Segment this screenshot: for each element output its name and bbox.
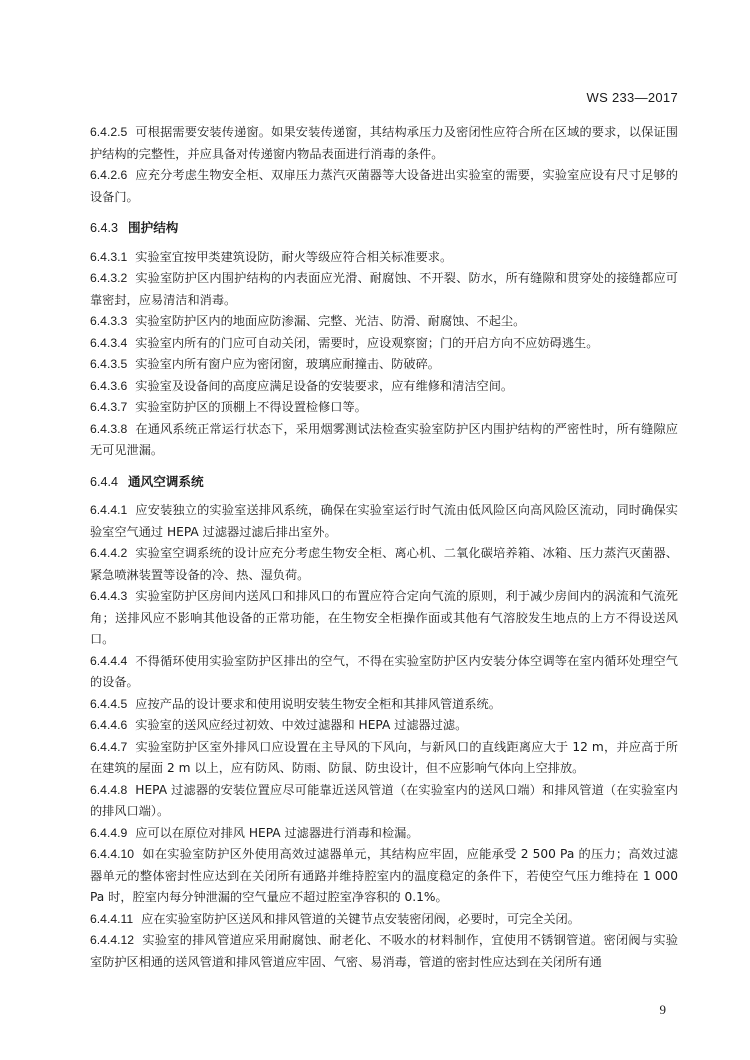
clause-number: 6.4.4.12 — [90, 933, 135, 947]
clause-number: 6.4.2.6 — [90, 168, 128, 182]
clause-number: 6.4.4.3 — [90, 589, 128, 603]
clause-text: 应按产品的设计要求和使用说明安装生物安全柜和其排风管道系统。 — [135, 696, 501, 711]
clause-text: 实验室及设备间的高度应满足设备的安装要求，应有维修和清洁空间。 — [135, 378, 514, 393]
clause-text: 实验室空调系统的设计应充分考虑生物安全柜、离心机、二氧化碳培养箱、冰箱、压力蒸汽灭菌器、紧急喷淋装置等设备的冷、热、湿负荷。 — [90, 546, 678, 582]
page-number: 9 — [659, 1002, 666, 1017]
clause-number: 6.4.3.2 — [90, 271, 128, 285]
clause-text: 实验室防护区房间内送风口和排风口的布置应符合定向气流的原则，利于减少房间内的涡流和气流死角；送排风应不影响其他设备的正常功能，在生物安全柜操作面或其他有气溶胶发生地点的上方不得设送风口。 — [90, 589, 678, 646]
clause-text: 实验室的送风应经过初效、中效过滤器和 HEPA 过滤器过滤。 — [135, 718, 468, 732]
clause-paragraph — [90, 333, 678, 355]
clause-paragraph — [90, 543, 678, 586]
clause-text: 应安装独立的实验室送排风系统，确保在实验室运行时气流由低风险区向高风险区流动，同时确保实验室空气通过 HEPA 过滤器过滤后排出室外。 — [90, 503, 678, 539]
clause-number: 6.4.4.1 — [90, 503, 128, 517]
clause-paragraph — [90, 165, 678, 208]
clause-number: 6.4.4.10 — [90, 847, 135, 861]
clause-paragraph — [90, 930, 678, 973]
clause-text: 实验室防护区内围护结构的内表面应光滑、耐腐蚀、不开裂、防水，所有缝隙和贯穿处的接缝都应可靠密封，应易清洁和消毒。 — [90, 271, 678, 307]
clause-number: 6.4.3.6 — [90, 378, 128, 393]
clause-text: 应可以在原位对排风 HEPA 过滤器进行消毒和检漏。 — [135, 825, 419, 840]
clause-number: 6.4.4.6 — [90, 718, 128, 732]
clause-number: 6.4.3.5 — [90, 357, 128, 371]
clause-paragraph — [90, 651, 678, 694]
clause-text: HEPA 过滤器的安装位置应尽可能靠近送风管道（在实验室内的送风口端）和排风管道（在实验室内的排风口端）。 — [90, 782, 678, 818]
clause-paragraph — [90, 397, 678, 419]
clause-text: 在通风系统正常运行状态下，采用烟雾测试法检查实验室防护区内围护结构的严密性时，所有缝隙应无可见泄漏。 — [90, 421, 678, 457]
heading-text: 通风空调系统 — [128, 473, 204, 489]
clause-paragraph — [90, 694, 678, 716]
clause-number: 6.4.4 — [90, 474, 119, 489]
clause-text: 实验室内所有窗户应为密闭窗，玻璃应耐撞击、防破碎。 — [135, 357, 440, 371]
clause-paragraph — [90, 500, 678, 543]
clause-text: 不得循环使用实验室防护区排出的空气，不得在实验室防护区内安装分体空调等在室内循环处理空气的设备。 — [90, 653, 678, 689]
clause-number: 6.4.4.7 — [90, 739, 128, 754]
clause-text: 实验室防护区的顶棚上不得设置检修口等。 — [135, 400, 367, 414]
clause-paragraph — [90, 909, 678, 931]
clause-text: 应在实验室防护区送风和排风管道的关键节点安装密闭阀，必要时，可完全关闭。 — [141, 911, 580, 926]
clause-text: 实验室防护区室外排风口应设置在主导风的下风向，与新风口的直线距离应大于 12 m，并应高于所在建筑的屋面 2 m 以上，应有防风、防雨、防鼠、防虫设计，但不应影响气体向上空排放。 — [90, 739, 678, 775]
clause-paragraph — [90, 122, 678, 165]
clause-number: 6.4.4.4 — [90, 653, 128, 668]
clause-paragraph — [90, 376, 678, 398]
clause-paragraph — [90, 715, 678, 737]
clause-paragraph — [90, 354, 678, 376]
clause-paragraph — [90, 586, 678, 651]
section-heading — [90, 471, 678, 494]
clause-number: 6.4.3.7 — [90, 400, 128, 414]
clause-number: 6.4.3.3 — [90, 314, 128, 328]
clause-paragraph — [90, 823, 678, 845]
clause-number: 6.4.3.1 — [90, 249, 128, 264]
clause-number: 6.4.3 — [90, 221, 119, 235]
clause-number: 6.4.3.8 — [90, 421, 128, 436]
clause-number: 6.4.2.5 — [90, 125, 128, 139]
clause-paragraph — [90, 268, 678, 311]
clause-text: 实验室的排风管道应采用耐腐蚀、耐老化、不吸水的材料制作，宜使用不锈钢管道。密闭阀与实验室防护区相通的送风管道和排风管道应牢固、气密、易消毒，管道的密封性应达到在关闭所有通 — [90, 933, 678, 969]
clause-text: 实验室防护区内的地面应防渗漏、完整、光洁、防滑、耐腐蚀、不起尘。 — [135, 314, 526, 328]
clause-paragraph — [90, 737, 678, 780]
clause-paragraph — [90, 311, 678, 333]
clause-paragraph — [90, 419, 678, 462]
heading-text: 围护结构 — [128, 220, 179, 235]
clause-number: 6.4.4.2 — [90, 546, 128, 560]
document-body — [90, 122, 678, 973]
clause-text: 如在实验室防护区外使用高效过滤器单元，其结构应牢固，应能承受 2 500 Pa 的压力；高效过滤器单元的整体密封性应达到在关闭所有通路并维持腔室内的温度稳定的条件下，若使空气压力维持在 1 000 Pa 时，腔室内每分钟泄漏的空气量应不超过腔室净容积的 0.1%。 — [90, 847, 678, 904]
clause-number: 6.4.4.9 — [90, 825, 128, 840]
clause-paragraph — [90, 247, 678, 269]
clause-text: 实验室宜按甲类建筑设防，耐火等级应符合相关标准要求。 — [135, 249, 453, 264]
clause-number: 6.4.3.4 — [90, 335, 128, 350]
clause-paragraph — [90, 844, 678, 909]
standard-code: WS 233—2017 — [586, 90, 678, 105]
clause-number: 6.4.4.5 — [90, 696, 128, 711]
clause-text: 可根据需要安装传递窗。如果安装传递窗，其结构承压力及密闭性应符合所在区域的要求，以保证围护结构的完整性，并应具备对传递窗内物品表面进行消毒的条件。 — [90, 125, 678, 161]
clause-number: 6.4.4.8 — [90, 782, 128, 797]
clause-paragraph — [90, 780, 678, 823]
section-heading — [90, 217, 678, 240]
clause-text: 应充分考虑生物安全柜、双扉压力蒸汽灭菌器等大设备进出实验室的需要，实验室应设有尺寸足够的设备门。 — [90, 168, 678, 204]
clause-text: 实验室内所有的门应可自动关闭，需要时，应设观察窗；门的开启方向不应妨碍逃生。 — [135, 335, 599, 350]
clause-number: 6.4.4.11 — [90, 911, 134, 926]
